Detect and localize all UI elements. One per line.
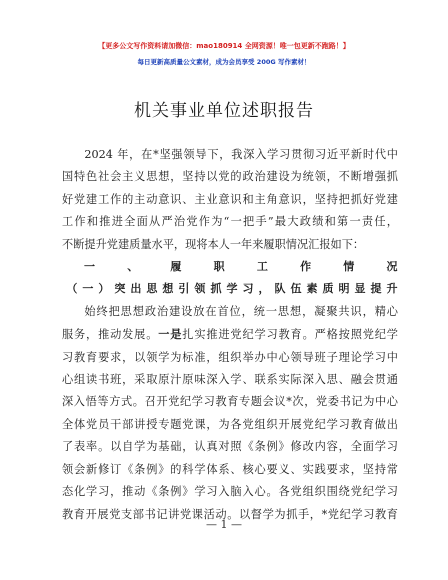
text-line: 2024 年，在*坚强领导下，我深入学习贯彻习近平新时代中	[84, 148, 398, 161]
emphasis-label: 一是	[158, 327, 183, 342]
intro-paragraph	[62, 144, 398, 166]
text-line: 不断提升党建质量水平，现将本人一年来履职情况汇报如下：	[62, 237, 365, 251]
subsection-heading: （一）突出思想引领抓学习，队伍素质明显提升	[66, 282, 398, 296]
promo-banner-blue: 每日更新高质量公文素材，成为会员享受 200G 写作素材！	[137, 58, 311, 66]
text-line: 心组读书班，采取原汁原味深入学、联系实际深入思、融会贯通	[62, 373, 398, 387]
document-title: 机关事业单位述职报告	[134, 101, 314, 121]
promo-banner-red: 【更多公文写作资料请加微信：mao180914 全网资源！唯一包更新不跑路！】	[98, 42, 350, 50]
text-line: 工作和推进全面从严治党作为“一把手”最大政绩和第一责任，	[62, 215, 398, 229]
text-line: 全体党员干部讲授专题党课，为各党组织开展党纪学习教育做出	[62, 417, 398, 431]
document-body	[62, 144, 398, 526]
text-line: 深入悟等方式。召开党纪学习教育专题会议*次，党委书记为中心	[62, 395, 398, 409]
text-line: 习教育要求，以领学为标准，组织举办中心领导班子理论学习中	[62, 350, 398, 364]
body-paragraph-cont	[62, 323, 398, 526]
text-line: 国特色社会主义思想，坚持以党的政治建设为统领，不断增强抓	[62, 170, 398, 184]
text-line	[62, 323, 398, 346]
text-line: 始终把思想政治建设放在首位，统一思想，凝聚共识，精心	[84, 304, 398, 318]
text-line: 了表率。以自学为基础，认真对照《条例》修改内容，全面学习	[62, 440, 398, 454]
section-heading: 一、履职工作情况	[84, 260, 398, 274]
page-number: — 1 —	[206, 518, 242, 531]
text-line: 领会新修订《条例》的科学体系、核心要义、实践要求，坚持常	[62, 462, 398, 476]
text-fragment: 服务，推动发展。	[62, 328, 159, 342]
text-line: 好党建工作的主动意识、主业意识和主角意识，坚持把抓好党建	[62, 192, 398, 206]
intro-paragraph-cont	[62, 166, 398, 256]
body-paragraph	[62, 301, 398, 323]
text-line: 态化学习，推动《条例》学习入脑入心。各党组织围绕党纪学习	[62, 485, 398, 499]
text-fragment: 扎实推进党纪学习教育。严格按照党纪学	[182, 328, 398, 342]
text-line: 教育开展党支部书记讲党课活动。以督学为抓手，*党纪学习教育	[62, 507, 398, 521]
